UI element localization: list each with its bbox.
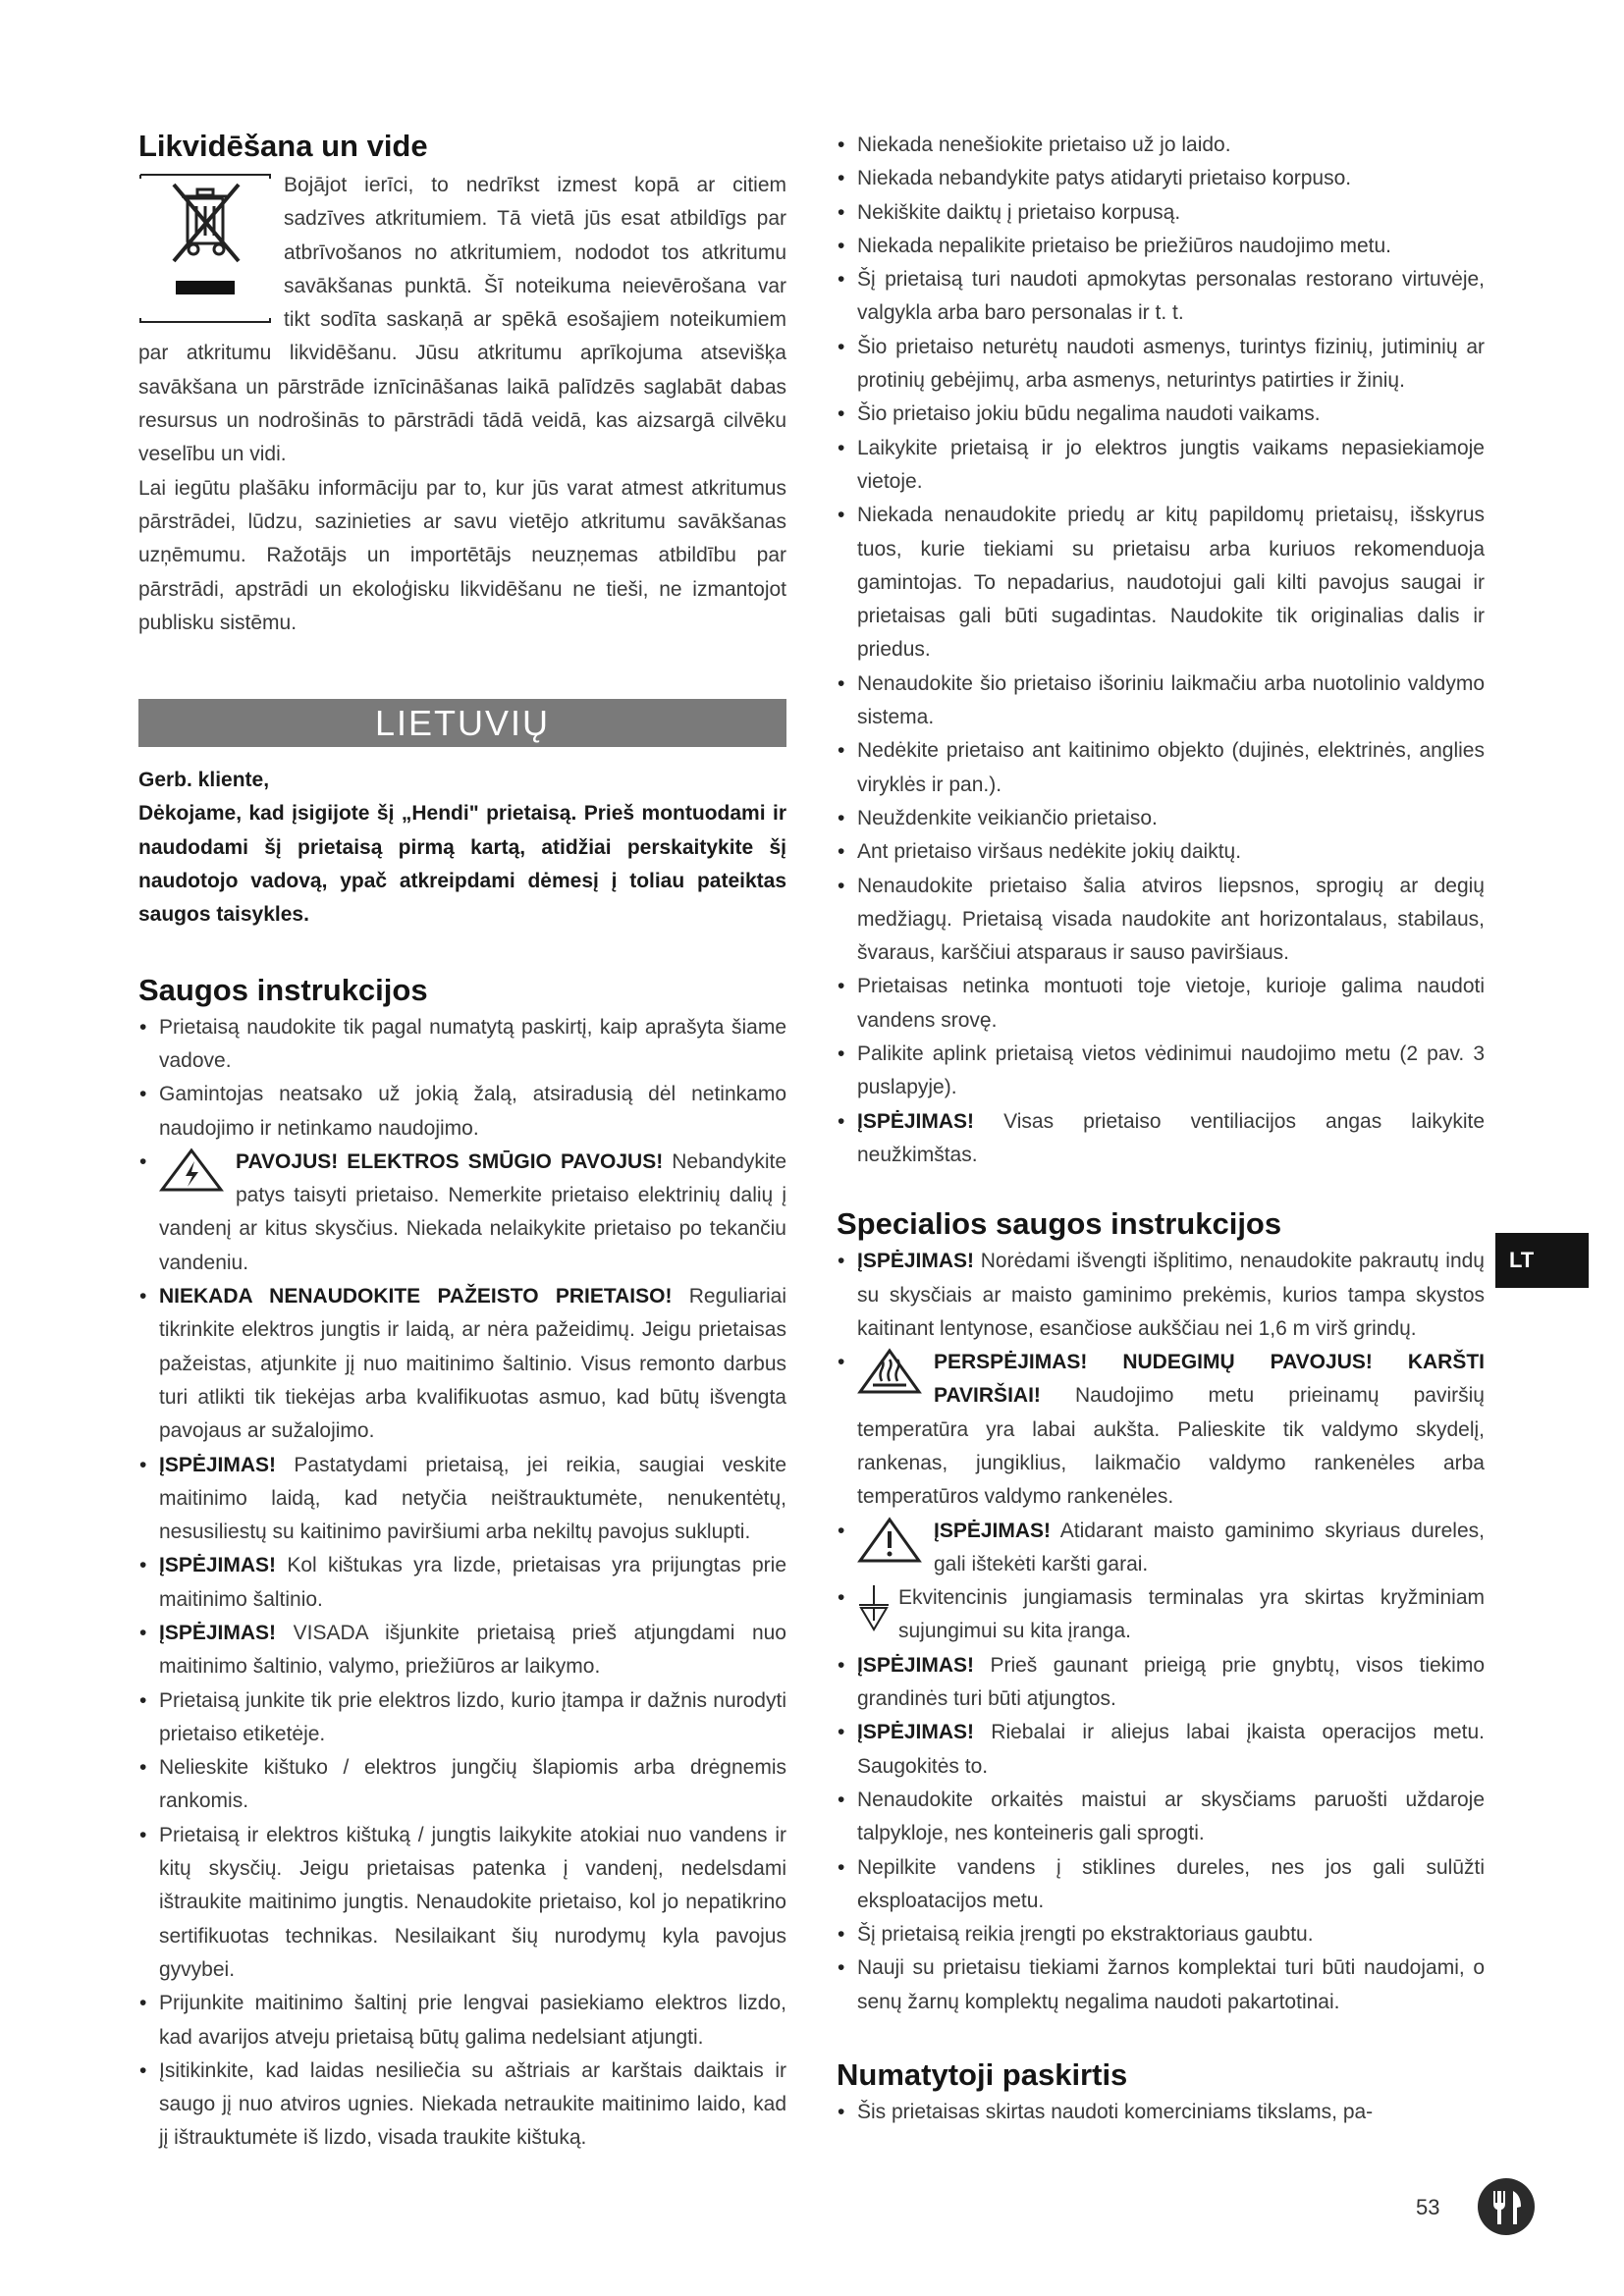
disposal-paragraph-2: Lai iegūtu plašāku informāciju par to, kur jūs varat atmest atkritumus pārstrādei, lūdzu, sazinieties ar savu vietējo atkritumu savākšanas uzņēmumu. Ražotājs un importētājs neuzņemas atbildību par pārstrādi, apstrādi un ekoloģisku likvidēšanu ne tieši, ne izmantojot publisku sistēmu. — [138, 476, 786, 634]
list-item: • Šio prietaiso neturėtų naudoti asmenys, turintys fizinių, jutiminių ar protinių gebėjimų, arba asmenys, neturintys patirties ir žinių. — [838, 335, 1485, 393]
intended-use-title: Numatytoji paskirtis — [837, 2057, 1128, 2093]
list-item: • Šį prietaisą turi naudoti apmokytas personalas restorano virtuvėje, valgykla arba baro personalas ir t. t. — [838, 268, 1485, 325]
special-safety-title: Specialios saugos instrukcijos — [837, 1206, 1282, 1242]
list-item: • PERSPĖJIMAS! NUDEGIMŲ PAVOJUS! KARŠTI PAVIRŠIAI! Naudojimo metu prieinamų paviršių temperatūra yra labai aukšta. Palieskite tik valdymo skydelį, rankenas, jungiklius, laikmačio valdymo rankenėles arba temperatūros valdymo rankenėles. — [837, 1346, 1485, 1514]
list-item: • Nenaudokite orkaitės maistui ar skysčiams paruošti uždaroje talpykloje, nes konteineris gali sprogti. — [838, 1788, 1485, 1845]
list-item: • Nepilkite vandens į stiklines dureles, nes jos gali sulūžti eksploatacijos metu. — [838, 1855, 1485, 1912]
disposal-paragraph-1: Bojājot ierīci, to nedrīkst izmest kopā ar citiem sadzīves atkritumiem. Tā vietā jūs esat atbildīgs par atbrīvošanos no atkritumiem, nododot tos atkritumu savākšanas punktā. Šī noteikuma neievērošana var tikt sodīta saskaņā ar spēkā esošajiem noteikumiem par atkritumu likvidēšanu. Jūsu atkritumu aprīkojuma atsevišķa savākšana un pārstrāde iznīcināšanas laikā palīdzēs saglabāt dabas resursus un nodrošinās to pārstrādi tādā veidā, kas aizsargā cilvēku veselību un vidi. — [138, 174, 786, 466]
list-item: • Nelieskite kištuko / elektros jungčių šlapiomis arba drėgnemis rankomis. — [139, 1756, 786, 1813]
list-item: • Įsitikinkite, kad laidas nesiliečia su aštriais ar karštais daiktais ir saugo jį nuo atviros ugnies. Niekada netraukite maitinimo laido, kad jį ištrauktumėte iš lizdo, visada traukite kištuką. — [139, 2058, 786, 2150]
list-item: • ĮSPĖJIMAS! Pastatydami prietaisą, jei reikia, saugiai veskite maitinimo laidą, kad netyčia neištrauktumėte, nenukentėtų, nesusiliestų su kaitinimo paviršiumi arba nekiltų pavojus suklupti. — [139, 1453, 786, 1544]
weee-bin-icon — [138, 171, 272, 324]
language-banner: LIETUVIŲ — [138, 699, 786, 747]
list-item: • ĮSPĖJIMAS! Norėdami išvengti išplitimo, nenaudokite pakrautų indų su skysčiais ar maisto gaminimo prekėmis, kurios tampa skystos kaitinant lentynose, esančiose aukščiau nei 1,6 m virš grindų. — [838, 1250, 1485, 1340]
list-item: • Nekiškite daiktų į prietaiso korpusą. — [838, 200, 1181, 224]
list-item: • Prietaisas netinka montuoti toje vietoje, kurioje galima naudoti vandens srovę. — [838, 975, 1485, 1032]
equipotential-terminal-icon — [857, 1583, 891, 1632]
list-item: • Gamintojas neatsako už jokią žalą, atsiradusią dėl netinkamo naudojimo ir netinkamo naudojimo. — [139, 1083, 786, 1140]
list-item: • ĮSPĖJIMAS! Prieš gaunant prieigą prie gnybtų, visos tiekimo grandinės turi būti atjungtos. — [838, 1653, 1485, 1711]
list-item: • Šis prietaisas skirtas naudoti komerciniams tikslams, pa- — [838, 2101, 1374, 2124]
list-item: • Nauji su prietaisu tiekiami žarnos komplektai turi būti naudojami, o senų žarnų komplektų negalima naudoti pakartotinai. — [838, 1956, 1485, 2013]
list-item: • Niekada nenešiokite prietaiso už jo laido. — [838, 133, 1231, 156]
general-warning-icon — [857, 1517, 922, 1564]
page-number: 53 — [1416, 2195, 1440, 2219]
list-item: • Šio prietaiso jokiu būdu negalima naudoti vaikams. — [838, 402, 1321, 426]
list-item: • ĮSPĖJIMAS! Kol kištukas yra lizde, prietaisas yra prijungtas prie maitinimo šaltinio. — [139, 1554, 786, 1611]
safety-list — [138, 1011, 786, 2156]
list-item: • ĮSPĖJIMAS! VISADA išjunkite prietaisą prieš atjungdami nuo maitinimo šaltinio, valymo, priežiūros ar laikymo. — [139, 1621, 786, 1679]
list-item: • ĮSPĖJIMAS! Riebalai ir aliejus labai įkaista operacijos metu. Saugokitės to. — [838, 1721, 1485, 1778]
list-item: • Palikite aplink prietaisą vietos vėdinimui naudojimo metu (2 pav. 3 puslapyje). — [838, 1042, 1485, 1099]
list-item: • Niekada nebandykite patys atidaryti prietaiso korpuso. — [838, 167, 1352, 190]
intended-use-list — [837, 2096, 1485, 2129]
hot-surface-warning-icon — [857, 1348, 922, 1395]
list-item: • Nenaudokite prietaiso šalia atviros liepsnos, sprogių ar degių medžiagų. Prietaisą visada naudokite ant horizontalaus, stabilaus, švaraus, karščiui atsparaus ir sauso paviršiaus. — [838, 874, 1485, 965]
list-item: • Prietaisą naudokite tik pagal numatytą paskirtį, kaip aprašyta šiame vadove. — [139, 1015, 786, 1072]
list-item: • Neuždenkite veikiančio prietaiso. — [838, 806, 1158, 829]
list-item: • Ant prietaiso viršaus nedėkite jokių daiktų. — [838, 840, 1242, 864]
safety-list-continued — [837, 129, 1485, 1172]
greeting: Gerb. kliente, — [138, 769, 270, 792]
list-item: • Prietaisą ir elektros kištuką / jungtis laikykite atokiai nuo vandens ir kitų skysčių. Jeigu prietaisas patenka į vandenį, nedelsdami ištraukite maitinimo jungtis. Nenaudokite prietaiso, kol jo nepatikrino sertifikuotas technikas. Nesilaikant šių nurodymų kyla pavojus gyvybei. — [139, 1823, 786, 1981]
list-item: • Laikykite prietaisą ir jo elektros jungtis vaikams nepasiekiamoje vietoje. — [838, 436, 1485, 493]
list-item: • PAVOJUS! ELEKTROS SMŪGIO PAVOJUS! Nebandykite patys taisyti prietaiso. Nemerkite prietaiso elektrinių dalių į vandenį ar kitus skysčius. Niekada nelaikykite prietaiso po tekančiu vandeniu. — [138, 1146, 786, 1280]
special-safety-list — [837, 1245, 1485, 2019]
cutlery-logo-icon — [1477, 2177, 1536, 2236]
list-item: • Ekvitencinis jungiamasis terminalas yra skirtas kryžminiam sujungimui su kita įranga. — [837, 1581, 1485, 1649]
safety-title: Saugos instrukcijos — [138, 972, 428, 1007]
left-column — [138, 126, 786, 2156]
list-item: • Prietaisą junkite tik prie elektros lizdo, kurio įtampa ir dažnis nurodyti prietaiso etiketėje. — [139, 1688, 786, 1745]
disposal-title: Likvidēšana un vide — [138, 129, 428, 163]
list-item: • NIEKADA NENAUDOKITE PAŽEISTO PRIETAISO! Reguliariai tikrinkite elektros jungtis ir laidą, ar nėra pažeidimų. Jeigu prietaisas pažeistas, atjunkite jį nuo maitinimo šaltinio. Visus remonto darbus turi atlikti tik tiekėjas arba kvalifikuotas asmuo, kad būtų išvengta pavojaus ar sužalojimo. — [139, 1285, 786, 1443]
list-item: • Šį prietaisą reikia įrengti po ekstraktoriaus gaubtu. — [838, 1923, 1314, 1947]
list-item: • ĮSPĖJIMAS! Visas prietaiso ventiliacijos angas laikykite neužkimštas. — [838, 1109, 1485, 1166]
list-item: • Nedėkite prietaiso ant kaitinimo objekto (dujinės, elektrinės, anglies viryklės ir pan.). — [838, 739, 1485, 796]
list-item: • Niekada nepalikite prietaiso be priežiūros naudojimo metu. — [838, 234, 1391, 257]
language-tab: LT — [1495, 1233, 1589, 1288]
list-item: • Nenaudokite šio prietaiso išoriniu laikmačiu arba nuotolinio valdymo sistema. — [838, 671, 1485, 729]
list-item: • ĮSPĖJIMAS! Atidarant maisto gaminimo skyriaus dureles, gali ištekėti karšti garai. — [837, 1515, 1485, 1582]
electric-shock-warning-icon — [159, 1148, 224, 1193]
list-item: • Prijunkite maitinimo šaltinį prie lengvai pasiekiamo elektros lizdo, kad avarijos atveju prietaisą būtų galima nedelsiant atjungti. — [139, 1992, 786, 2049]
intro-text: Dėkojame, kad įsigijote šį „Hendi" prietaisą. Prieš montuodami ir naudodami šį prietaisą pirmą kartą, atidžiai perskaitykite šį naudotojo vadovą, ypač atkreipdami dėmesį į toliau pateiktas saugos taisykles. — [138, 802, 786, 927]
right-column — [837, 129, 1485, 2129]
list-item: • Niekada nenaudokite priedų ar kitų papildomų prietaisų, išskyrus tuos, kurie tiekiami su prietaisu arba kuriuos rekomenduoja gamintojas. To nepadarius, naudotojui gali kilti pavojus saugai ir prietaisas gali būti sugadintas. Naudokite tik originalias dalis ir priedus. — [838, 504, 1485, 662]
